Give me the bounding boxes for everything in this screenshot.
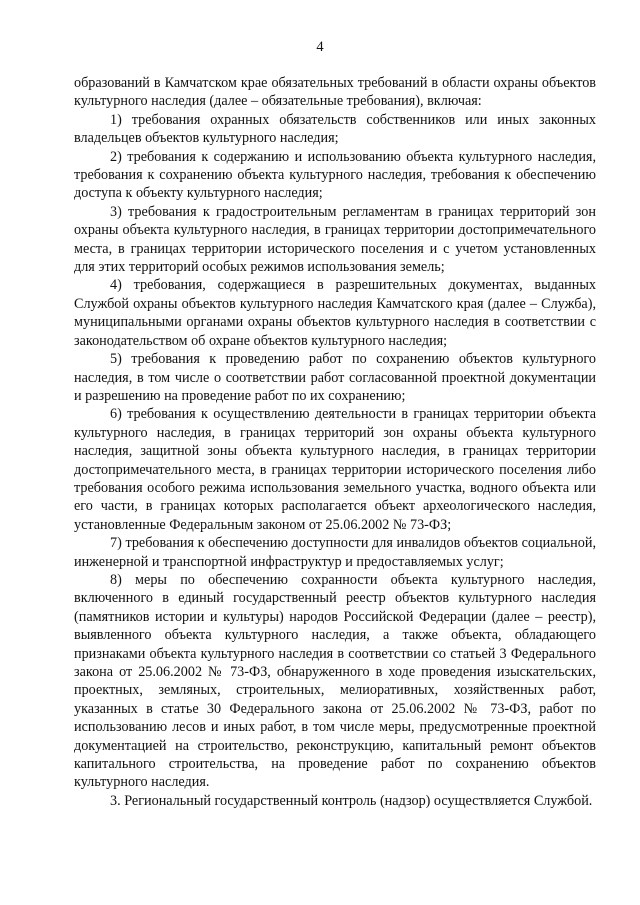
- paragraph-item-3: 3) требования к градостроительным регламентам в границах территорий зон охраны объекта культурного наследия, в границах территории достопримечательного места, в границах территории исторического поселения и с учетом установленных для этих территорий особых режимов использования земель;: [74, 203, 596, 276]
- document-body: [74, 74, 596, 810]
- paragraph-item-6: 6) требования к осуществлению деятельности в границах территории объекта культурного наследия, в границах территорий зон охраны объекта культурного наследия, защитной зоны объекта культурного наследия, в границах территории достопримечательного места, в границах территории исторического поселения либо требования особого режима использования земельного участка, водного объекта или его части, в границах которых располагается объект археологического наследия, установленные Федеральным законом от 25.06.2002 № 73-ФЗ;: [74, 406, 596, 533]
- paragraph-item-7: 7) требования к обеспечению доступности для инвалидов объектов социальной, инженерной и транспортной инфраструктур и предоставляемых услуг;: [74, 535, 596, 570]
- paragraph-item-2: 2) требования к содержанию и использованию объекта культурного наследия, требования к сохранению объекта культурного наследия, требования к обеспечению доступа к объекту культурного наследия;: [74, 148, 596, 202]
- page-number: 4: [316, 39, 324, 55]
- paragraph-item-8: 8) меры по обеспечению сохранности объекта культурного наследия, включенного в единый государственный реестр объектов культурного наследия (памятников истории и культуры) народов Российской Федерации (далее – реестр), выявленного объекта культурного наследия, а также объекта, обладающего признаками объекта культурного наследия в соответствии со статьей 3 Федерального закона от 25.06.2002 № 73-ФЗ, обнаруженного в ходе проведения изыскательских, проектных, земляных, строительных, мелиоративных, хозяйственных работ, указанных в статье 30 Федерального закона от 25.06.2002 № 73-ФЗ, работ по использованию лесов и иных работ, в том числе меры, предусмотренные проектной документацией на строительство, реконструкцию, капитальный ремонт объектов капитального строительства, на проведение работ по сохранению объектов культурного наследия.: [74, 571, 596, 791]
- paragraph-item-5: 5) требования к проведению работ по сохранению объектов культурного наследия, в том числе о соответствии работ согласованной проектной документации и разрешению на проведение работ по их сохранению;: [74, 351, 596, 404]
- paragraph-section-3: 3. Региональный государственный контроль (надзор) осуществляется Службой.: [110, 792, 593, 809]
- paragraph-item-1: 1) требования охранных обязательств собственников или иных законных владельцев объектов культурного наследия;: [74, 111, 596, 147]
- paragraph-item-4: 4) требования, содержащиеся в разрешительных документах, выданных Службой охраны объектов культурного наследия Камчатского края (далее – Служба), муниципальными органами охраны объектов культурного наследия в соответствии с законодательством об охране объектов культурного наследия;: [74, 277, 596, 349]
- paragraph-intro: образований в Камчатском крае обязательных требований в области охраны объектов культурного наследия (далее – обязательные требования), включая:: [74, 75, 596, 110]
